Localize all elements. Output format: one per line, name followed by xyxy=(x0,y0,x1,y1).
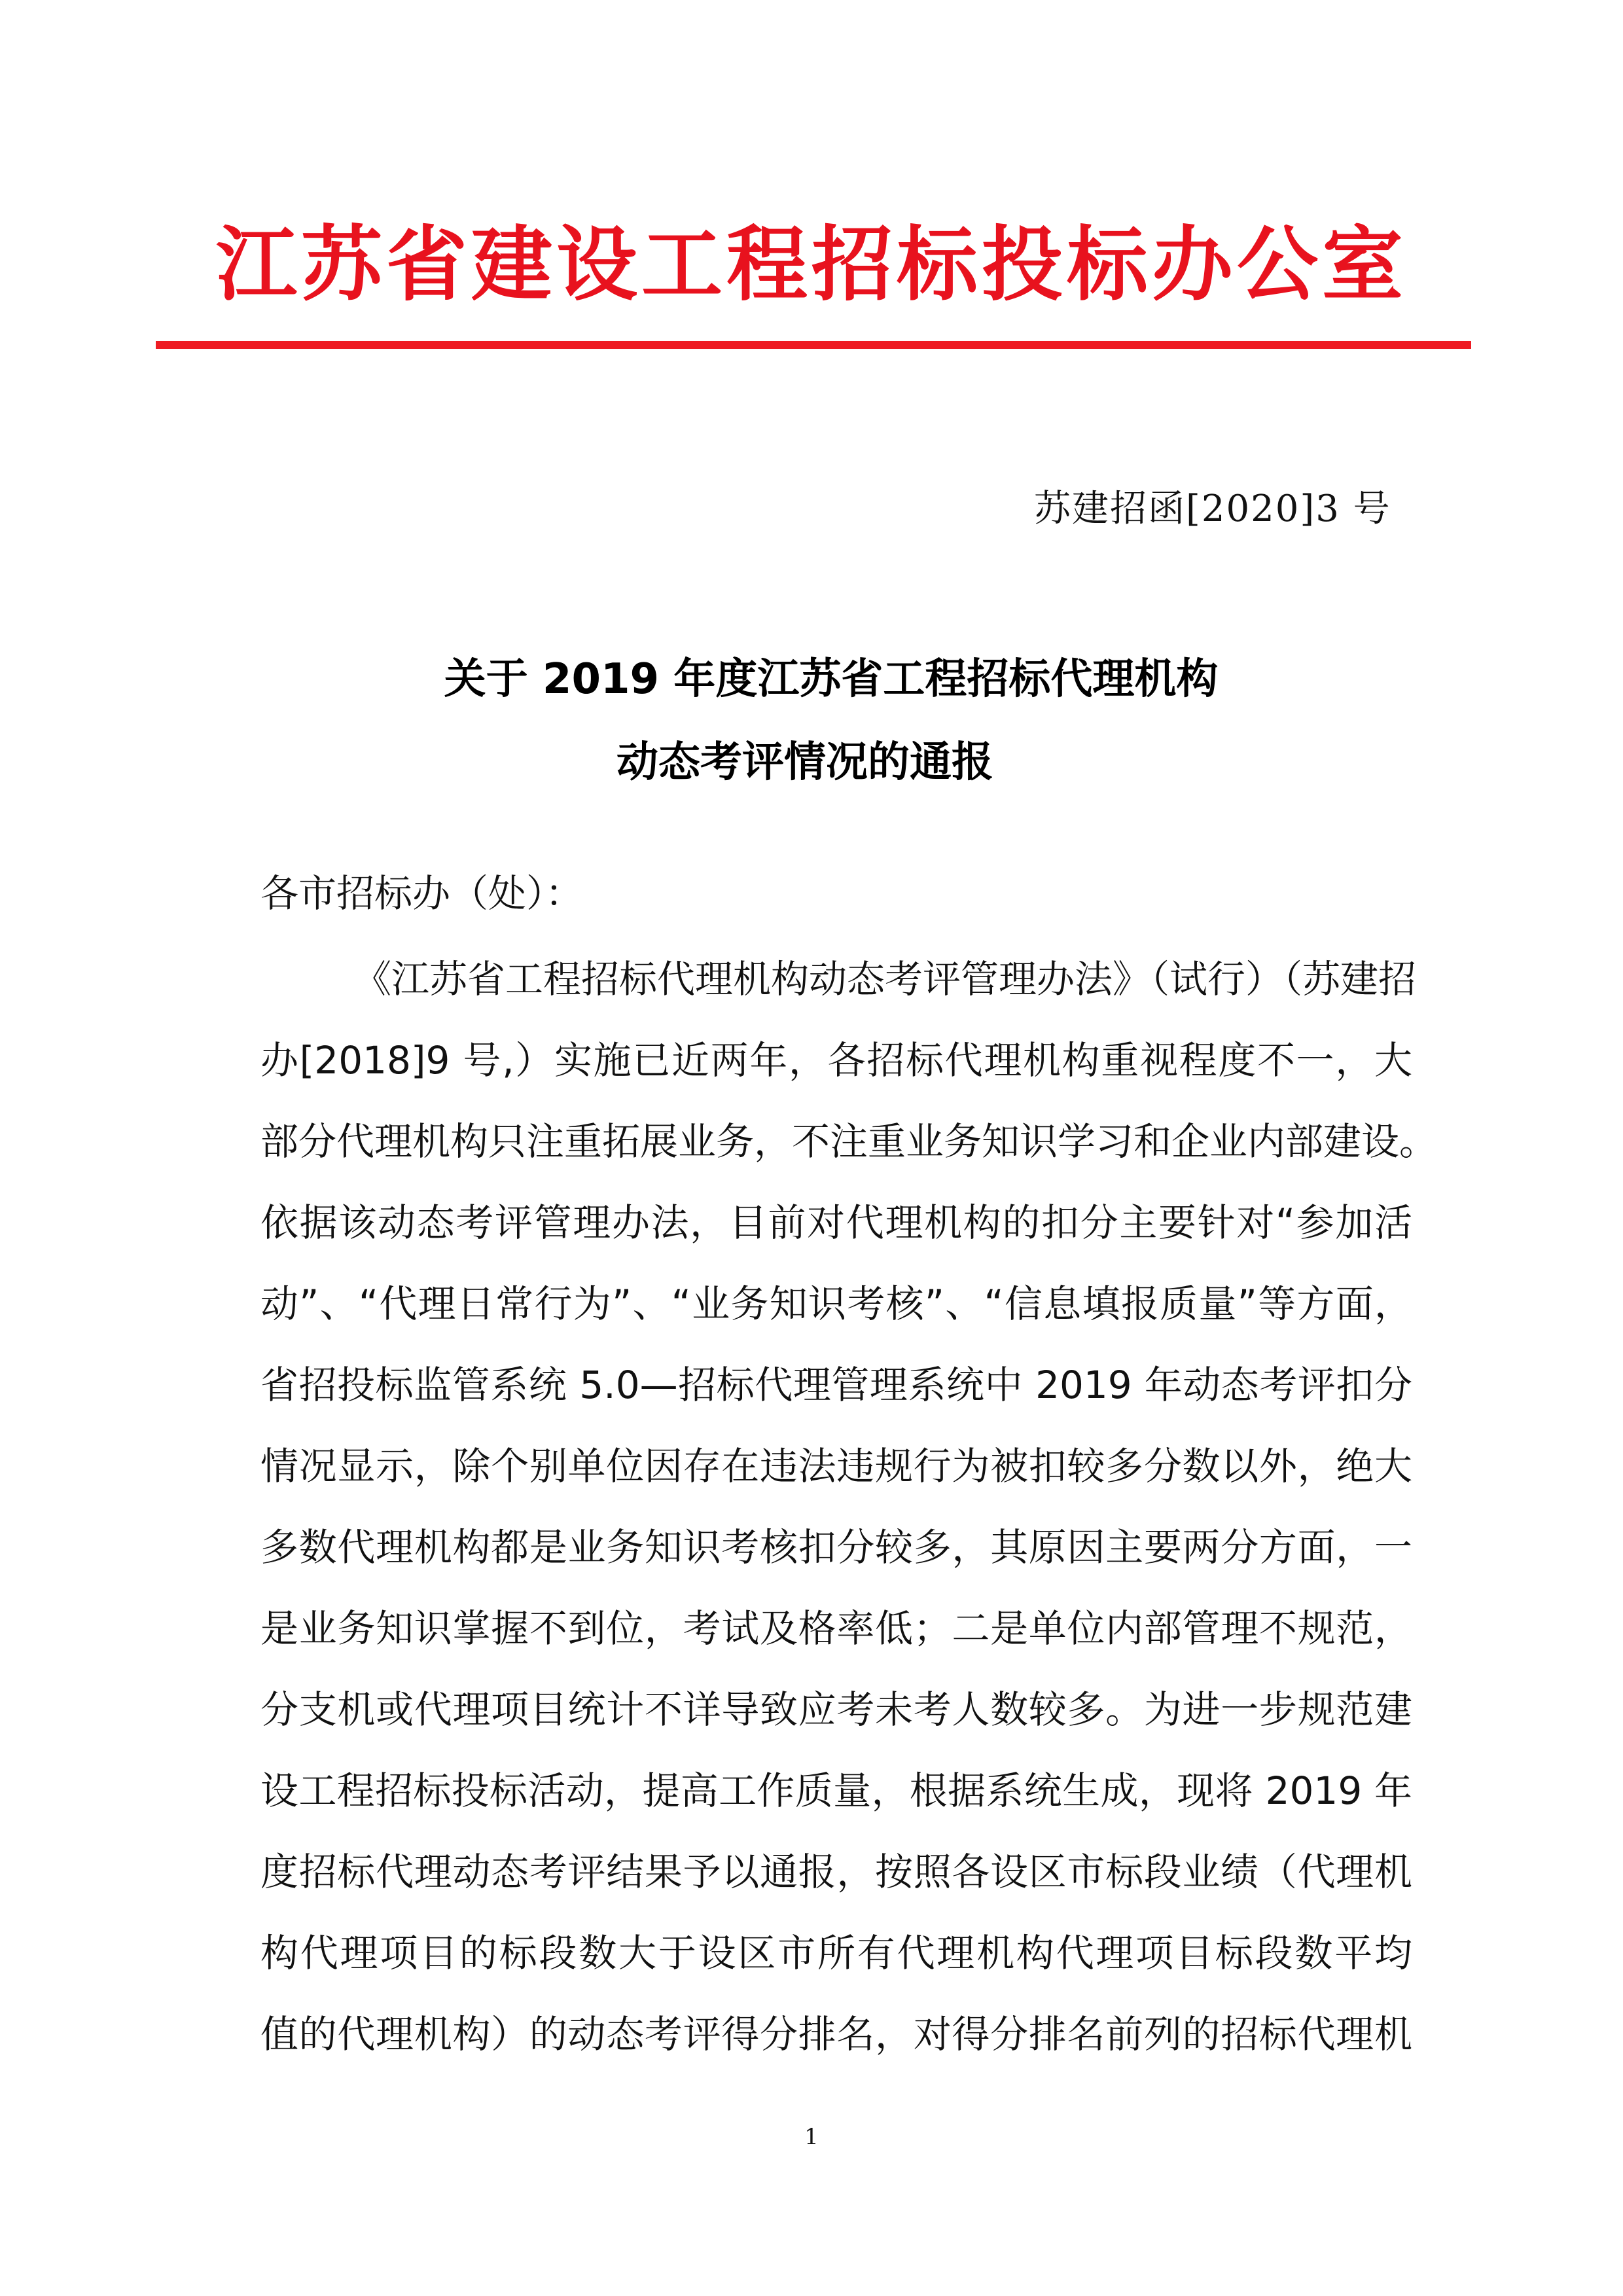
body-line: 《江苏省工程招标代理机构动态考评管理办法》（试行）（苏建招 xyxy=(353,957,1417,1001)
body-line: 依据该动态考评管理办法，目前对代理机构的扣分主要针对“参加活 xyxy=(260,1200,1412,1245)
body-line: 办[2018]9 号,）实施已近两年，各招标代理机构重视程度不一，大 xyxy=(260,1038,1412,1083)
body-line: 设工程招标投标活动，提高工作质量，根据系统生成，现将 2019 年 xyxy=(260,1768,1412,1813)
document-number: 苏建招函[2020]3 号 xyxy=(1034,488,1391,530)
body-line: 情况显示，除个别单位因存在违法违规行为被扣较多分数以外，绝大 xyxy=(260,1444,1412,1488)
body-line: 省招投标监管系统 5.0—招标代理管理系统中 2019 年动态考评扣分 xyxy=(260,1363,1412,1407)
page-number: 1 xyxy=(804,2124,819,2150)
body-line: 部分代理机构只注重拓展业务，不注重业务知识学习和企业内部建设。 xyxy=(260,1119,1438,1164)
document-title-line-2: 动态考评情况的通报 xyxy=(616,738,993,787)
body-line: 是业务知识掌握不到位，考试及格率低；二是单位内部管理不规范， xyxy=(260,1606,1412,1651)
document-title-line-1: 关于 2019 年度江苏省工程招标代理机构 xyxy=(444,655,1219,704)
body-line: 构代理项目的标段数大于设区市所有代理机构代理项目标段数平均 xyxy=(260,1931,1412,1975)
body-line: 分支机或代理项目统计不详导致应考未考人数较多。为进一步规范建 xyxy=(260,1687,1412,1732)
body-line: 动”、“代理日常行为”、“业务知识考核”、“信息填报质量”等方面， xyxy=(260,1282,1412,1326)
salutation: 各市招标办（处）： xyxy=(260,871,584,916)
body-line: 度招标代理动态考评结果予以通报，按照各设区市标段业绩（代理机 xyxy=(260,1850,1412,1894)
letterhead-red-rule xyxy=(156,341,1471,349)
body-line: 值的代理机构）的动态考评得分排名，对得分排名前列的招标代理机 xyxy=(260,2012,1412,2056)
letterhead-org-name: 江苏省建设工程招标投标办公室 xyxy=(215,217,1407,312)
body-line: 多数代理机构都是业务知识考核扣分较多，其原因主要两分方面，一 xyxy=(260,1525,1412,1570)
